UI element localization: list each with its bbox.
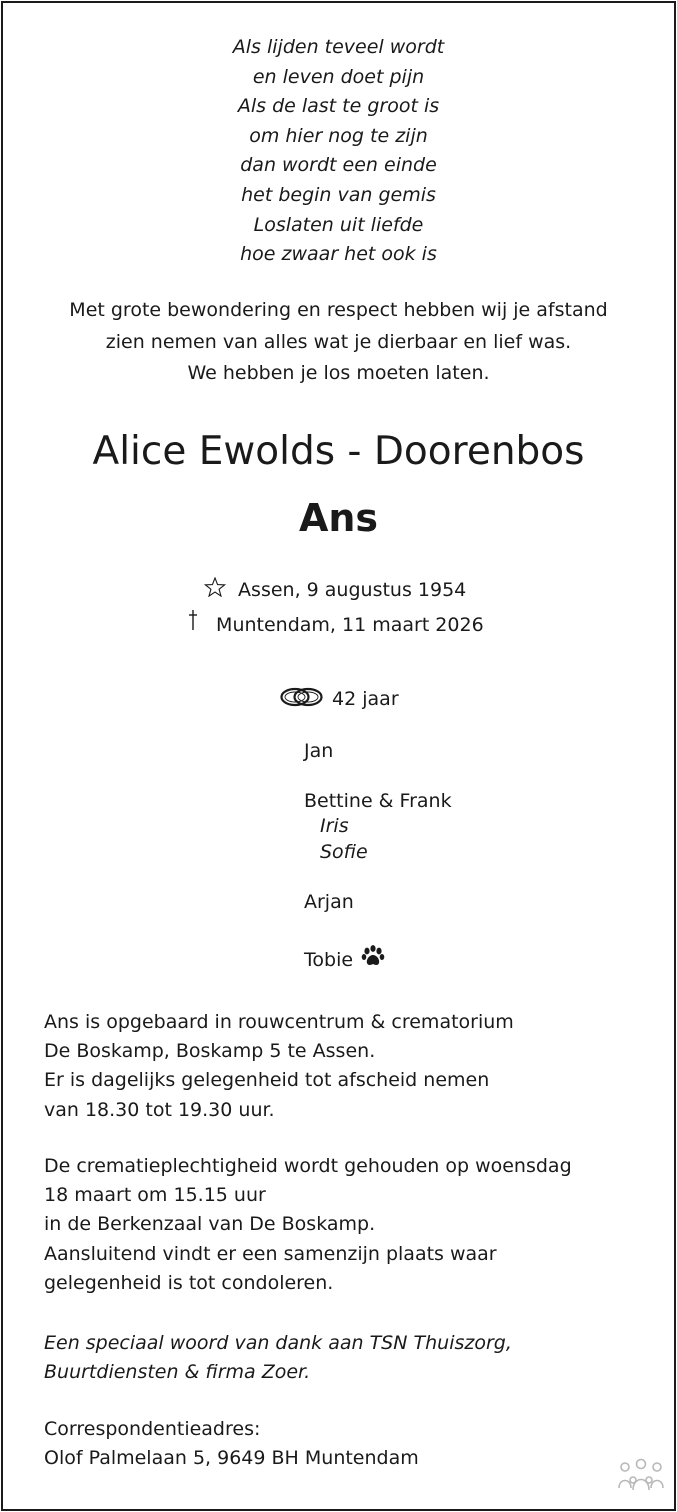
viewing-line: van 18.30 tot 19.30 uur. (44, 1098, 275, 1121)
ceremony-line: De crematieplechtigheid wordt gehouden op woensdag (44, 1155, 572, 1177)
death-row (188, 609, 484, 637)
poem-line: Loslaten uit liefde (253, 213, 424, 236)
ceremony-line: 18 maart om 15.15 uur (44, 1184, 266, 1207)
poem-line: dan wordt een einde (240, 154, 437, 177)
poem (0, 33, 677, 270)
spouse-name: Jan (304, 740, 334, 762)
correspondence-line: Olof Palmelaan 5, 9649 BH Muntendam (44, 1447, 419, 1470)
pet-name: Tobie (304, 949, 354, 971)
pet-row (304, 944, 385, 972)
tribute-line: We hebben je los moeten laten. (187, 362, 490, 384)
thanks-line: Buurtdiensten & firma Zoer. (44, 1361, 311, 1384)
correspondence-address (44, 1415, 419, 1473)
marriage-row (279, 686, 399, 711)
tribute-line: Met grote bewondering en respect hebben wij je afstand (69, 299, 608, 321)
thanks-text (44, 1329, 512, 1387)
ceremony-line: gelegenheid is tot condoleren. (44, 1271, 334, 1294)
birth-date: Assen, 9 augustus 1954 (238, 579, 467, 601)
wedding-rings-icon (279, 686, 324, 708)
ceremony-info (44, 1152, 572, 1298)
child-name: Bettine & Frank (304, 790, 452, 812)
paw-print-icon (361, 944, 385, 968)
death-date: Muntendam, 11 maart 2026 (216, 614, 484, 636)
viewing-line: Ans is opgebaard in rouwcentrum & crematorium (44, 1011, 514, 1033)
child-name: Arjan (304, 891, 354, 913)
cross-icon (188, 609, 198, 631)
people-group-icon (617, 1458, 665, 1496)
thanks-line: Een speciaal woord van dank aan TSN Thuiszorg, (44, 1332, 512, 1354)
correspondence-label: Correspondentieadres: (44, 1418, 261, 1440)
viewing-info (44, 1008, 514, 1125)
poem-line: hoe zwaar het ook is (240, 243, 437, 266)
viewing-line: De Boskamp, Boskamp 5 te Assen. (44, 1040, 376, 1063)
tribute-line: zien nemen van alles wat je dierbaar en lief was. (105, 330, 572, 353)
deceased-nickname: Ans (298, 496, 379, 540)
poem-line: en leven doet pijn (252, 65, 425, 88)
star-outline-icon (204, 577, 226, 597)
poem-line: het begin van gemis (241, 183, 436, 206)
ceremony-line: Aansluitend vindt er een samenzijn plaats waar (44, 1242, 497, 1265)
ceremony-line: in de Berkenzaal van De Boskamp. (44, 1213, 376, 1236)
poem-line: Als lijden teveel wordt (232, 36, 445, 58)
poem-line: om hier nog te zijn (249, 124, 428, 147)
tribute-text (0, 295, 677, 390)
birth-row (204, 577, 466, 602)
grandchild-name: Sofie (320, 841, 368, 863)
poem-line: Als de last te groot is (237, 95, 440, 118)
grandchild-name: Iris (320, 815, 349, 837)
deceased-name: Alice Ewolds - Doorenbos (92, 429, 585, 474)
marriage-years: 42 jaar (332, 688, 399, 710)
viewing-line: Er is dagelijks gelegenheid tot afscheid nemen (44, 1069, 490, 1092)
